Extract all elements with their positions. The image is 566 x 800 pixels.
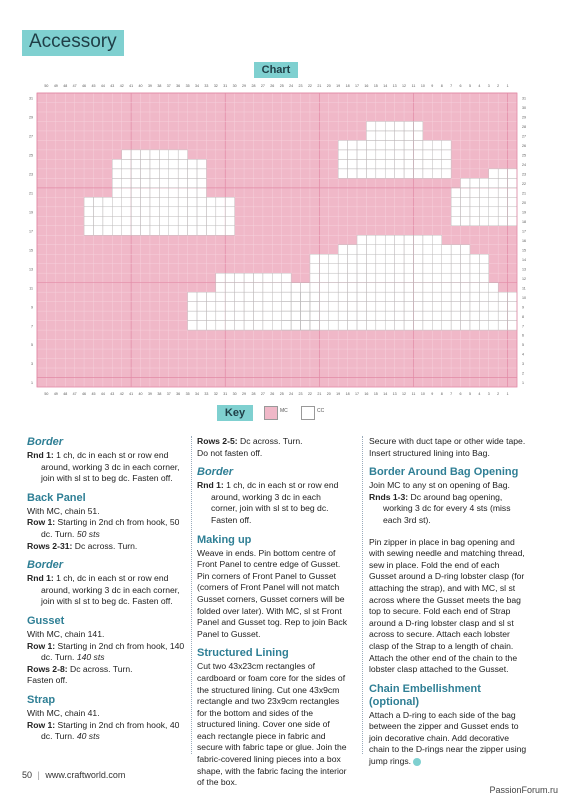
row-number-left: 1 bbox=[31, 381, 33, 386]
row-number-right: 31 bbox=[522, 96, 526, 101]
row-number-right: 28 bbox=[522, 125, 526, 130]
col-number-bottom: 28 bbox=[251, 392, 256, 396]
paragraph: Row 1: Starting in 2nd ch from hook, 50 dc. Turn. 50 sts bbox=[27, 517, 180, 539]
col-number-top: 36 bbox=[176, 84, 181, 88]
page-number: 50 bbox=[22, 770, 33, 780]
col-number-bottom: 29 bbox=[242, 392, 247, 396]
col-number-top: 9 bbox=[431, 84, 434, 88]
row-number-right: 2 bbox=[522, 371, 524, 376]
col-number-bottom: 37 bbox=[166, 392, 171, 396]
heading-strap: Strap bbox=[27, 693, 56, 706]
paragraph: Pin zipper in place in bag opening and with sewing needle and matching thread, sew in place. Fold the end of each Gusset around a D-ring lobster clasp (for attaching the strap), and with MC, sl st across where the Gusset meets the bag top to secure. Fold each end of Strap around a D-ring lobster clasp and sl st across to secure. Attach each lobster clasp of the Strap to a length of chain. Attach the other end of the chain to the lobster clasp attached to the Gusset. bbox=[369, 536, 525, 675]
col-number-bottom: 40 bbox=[138, 392, 143, 396]
page-footer: 50 | www.craftworld.com bbox=[22, 770, 126, 780]
cc-cell-block bbox=[282, 283, 498, 292]
col-number-top: 14 bbox=[383, 84, 388, 88]
col-number-bottom: 38 bbox=[157, 392, 162, 396]
heading-chain-embellishment: Chain Embellishment (optional) bbox=[369, 682, 481, 708]
col-number-top: 4 bbox=[478, 84, 481, 88]
col-number-top: 42 bbox=[119, 84, 124, 88]
key-mc-swatch bbox=[264, 406, 278, 420]
paragraph: Join MC to any st on opening of Bag. bbox=[369, 480, 510, 491]
col-number-bottom: 3 bbox=[487, 392, 490, 396]
row-number-right: 24 bbox=[522, 163, 526, 168]
row-number-right: 12 bbox=[522, 276, 526, 281]
cc-cell-block bbox=[451, 216, 517, 225]
row-number-right: 10 bbox=[522, 295, 526, 300]
cc-cell-block bbox=[310, 273, 489, 282]
col-number-bottom: 17 bbox=[355, 392, 359, 396]
row-number-right: 29 bbox=[522, 115, 526, 120]
col-number-bottom: 9 bbox=[431, 392, 434, 396]
col-number-top: 10 bbox=[420, 84, 425, 88]
col-number-bottom: 18 bbox=[345, 392, 350, 396]
row-number-left: 15 bbox=[29, 248, 33, 253]
row-number-right: 8 bbox=[522, 314, 524, 319]
col-number-bottom: 41 bbox=[129, 392, 134, 396]
row-number-right: 21 bbox=[522, 191, 526, 196]
site-url: www.craftworld.com bbox=[45, 770, 126, 780]
col-number-bottom: 27 bbox=[260, 392, 265, 396]
cc-cell-block bbox=[451, 207, 517, 216]
paragraph: With MC, chain 41. bbox=[27, 707, 100, 718]
cc-cell-block bbox=[451, 197, 517, 206]
col-number-bottom: 26 bbox=[270, 392, 275, 396]
key-label: Key bbox=[217, 405, 253, 421]
col-number-top: 24 bbox=[289, 84, 294, 88]
col-number-bottom: 10 bbox=[420, 392, 425, 396]
col-number-top: 46 bbox=[82, 84, 87, 88]
col-number-bottom: 12 bbox=[402, 392, 407, 396]
paragraph: Rnd 1: 1 ch, dc in each st or row end around, working 3 dc in each corner, join with sl st to beg dc. Fasten off. bbox=[27, 573, 180, 607]
cc-cell-block bbox=[489, 169, 517, 178]
cc-cell-block bbox=[310, 254, 489, 263]
paragraph: Row 1: Starting in 2nd ch from hook, 40 dc. Turn. 40 sts bbox=[27, 719, 180, 742]
paragraph: Weave in ends. Pin bottom centre of Front Panel to centre edge of Gusset. Pin corners of Front Panel to Gusset (corners of Front Panel will not match Gusset corners, Gusset corners will be folded over later). With MC, sl st Front Panel and Gusset tog. Rep to join Back Panel to Gusset. bbox=[197, 547, 348, 639]
col-number-top: 33 bbox=[204, 84, 209, 88]
col-number-top: 37 bbox=[166, 84, 171, 88]
key-cc-swatch bbox=[301, 406, 315, 420]
col-number-top: 44 bbox=[100, 84, 105, 88]
col-number-bottom: 6 bbox=[459, 392, 462, 396]
chart-label: Chart bbox=[254, 62, 298, 78]
col-number-top: 6 bbox=[459, 84, 462, 88]
paragraph: Rows 2-31: Dc across. Turn. bbox=[27, 540, 138, 551]
column-1 bbox=[27, 436, 185, 743]
column-divider bbox=[362, 436, 363, 754]
col-number-bottom: 23 bbox=[298, 392, 303, 396]
row-number-right: 27 bbox=[522, 134, 526, 139]
row-number-right: 17 bbox=[522, 229, 526, 234]
cc-cell-block bbox=[310, 264, 489, 273]
row-number-right: 25 bbox=[522, 153, 526, 158]
paragraph: With MC, chain 141. bbox=[27, 628, 105, 639]
col-number-top: 45 bbox=[91, 84, 96, 88]
col-number-bottom: 21 bbox=[317, 392, 322, 396]
end-mark-icon bbox=[413, 758, 421, 766]
cc-cell-block bbox=[122, 150, 188, 159]
paragraph: Rnds 1-3: Dc around bag opening, working 3 dc for every 4 sts (miss each 3rd st). bbox=[369, 491, 511, 525]
col-number-bottom: 44 bbox=[100, 392, 105, 396]
col-number-top: 50 bbox=[44, 84, 49, 88]
col-number-top: 22 bbox=[307, 84, 312, 88]
paragraph: With MC, chain 51. bbox=[27, 505, 100, 516]
key-mc-text: MC bbox=[280, 408, 288, 414]
col-number-top: 16 bbox=[364, 84, 369, 88]
col-number-top: 29 bbox=[242, 84, 247, 88]
row-number-left: 29 bbox=[29, 115, 33, 120]
col-number-top: 49 bbox=[53, 84, 58, 88]
row-number-left: 11 bbox=[29, 286, 33, 291]
heading-gusset: Gusset bbox=[27, 614, 65, 627]
col-number-bottom: 14 bbox=[383, 392, 388, 396]
paragraph: Attach a D-ring to each side of the bag between the zipper and Gusset ends to join decorative chain. Add decorative chain to the D-rings near the zipper using jump rings. bbox=[369, 709, 527, 767]
col-number-top: 17 bbox=[355, 84, 359, 88]
col-number-bottom: 30 bbox=[232, 392, 237, 396]
col-number-top: 1 bbox=[506, 84, 509, 88]
row-number-right: 23 bbox=[522, 172, 526, 177]
col-number-bottom: 24 bbox=[289, 392, 294, 396]
row-number-right: 22 bbox=[522, 181, 526, 186]
col-number-bottom: 33 bbox=[204, 392, 209, 396]
col-number-bottom: 2 bbox=[497, 392, 500, 396]
col-number-bottom: 35 bbox=[185, 392, 190, 396]
col-number-top: 11 bbox=[411, 84, 416, 88]
row-number-right: 26 bbox=[522, 144, 526, 149]
col-number-bottom: 34 bbox=[195, 392, 199, 396]
paragraph: Row 1: Starting in 2nd ch from hook, 140 dc. Turn. 140 sts bbox=[27, 640, 185, 663]
row-number-right: 16 bbox=[522, 238, 526, 243]
row-number-right: 5 bbox=[522, 343, 524, 348]
col-number-bottom: 5 bbox=[468, 392, 471, 396]
col-number-top: 30 bbox=[232, 84, 237, 88]
col-number-top: 47 bbox=[72, 84, 77, 88]
col-number-bottom: 43 bbox=[110, 392, 115, 396]
col-number-bottom: 47 bbox=[72, 392, 77, 396]
paragraph: Rnd 1: 1 ch, dc in each st or row end around, working 3 dc in each corner, join with sl st to beg dc. Fasten off. bbox=[197, 480, 339, 525]
col-number-bottom: 49 bbox=[53, 392, 58, 396]
row-number-left: 7 bbox=[31, 324, 33, 329]
row-number-right: 7 bbox=[522, 324, 524, 329]
col-number-bottom: 11 bbox=[411, 392, 416, 396]
col-number-top: 38 bbox=[157, 84, 162, 88]
col-number-top: 3 bbox=[487, 84, 490, 88]
row-number-right: 11 bbox=[522, 286, 526, 291]
col-number-top: 13 bbox=[392, 84, 397, 88]
section-title: Accessory bbox=[29, 31, 117, 52]
col-number-top: 39 bbox=[147, 84, 152, 88]
row-number-right: 13 bbox=[522, 267, 526, 272]
col-number-bottom: 32 bbox=[213, 392, 218, 396]
col-number-top: 27 bbox=[260, 84, 265, 88]
heading-border: Border bbox=[27, 559, 64, 572]
col-number-top: 48 bbox=[63, 84, 68, 88]
chart-background bbox=[37, 93, 517, 387]
col-number-top: 25 bbox=[279, 84, 284, 88]
row-number-left: 13 bbox=[29, 267, 33, 272]
row-number-right: 19 bbox=[522, 210, 526, 215]
row-number-right: 20 bbox=[522, 200, 526, 205]
cc-cell-block bbox=[357, 235, 442, 244]
col-number-top: 15 bbox=[373, 84, 378, 88]
column-3 bbox=[369, 436, 529, 768]
col-number-top: 34 bbox=[195, 84, 199, 88]
col-number-bottom: 46 bbox=[82, 392, 87, 396]
paragraph: Cut two 43x23cm rectangles of cardboard or foam core for the sides of the structured lining. Cut one 43x9cm rectangle and two 23x9cm rectangles for the bottom and sides of the structured lining. Cover one side of each rectangle piece in fabric and secure with fabric tape or glue. Join the fabric-covered lining pieces into a box shape, with the fabric facing the interior of the box. bbox=[197, 661, 347, 788]
row-number-left: 3 bbox=[31, 362, 33, 367]
col-number-top: 28 bbox=[251, 84, 256, 88]
col-number-top: 12 bbox=[402, 84, 407, 88]
row-number-left: 21 bbox=[29, 191, 33, 196]
col-number-bottom: 20 bbox=[326, 392, 331, 396]
paragraph: Do not fasten off. bbox=[197, 447, 263, 458]
col-number-bottom: 1 bbox=[506, 392, 509, 396]
row-number-left: 23 bbox=[29, 172, 33, 177]
col-number-bottom: 36 bbox=[176, 392, 181, 396]
row-number-left: 27 bbox=[29, 134, 33, 139]
paragraph: Rnd 1: 1 ch, dc in each st or row end around, working 3 dc in each corner, join with sl st to beg dc. Fasten off. bbox=[27, 450, 180, 484]
col-number-top: 31 bbox=[223, 84, 228, 88]
col-number-top: 32 bbox=[213, 84, 218, 88]
col-number-bottom: 15 bbox=[373, 392, 378, 396]
col-number-top: 43 bbox=[110, 84, 115, 88]
col-number-top: 18 bbox=[345, 84, 350, 88]
col-number-bottom: 16 bbox=[364, 392, 369, 396]
col-number-top: 7 bbox=[450, 84, 453, 88]
col-number-bottom: 22 bbox=[307, 392, 312, 396]
col-number-bottom: 50 bbox=[44, 392, 49, 396]
paragraph: Fasten off. bbox=[27, 675, 68, 686]
heading-border: Border bbox=[27, 436, 64, 448]
column-divider bbox=[191, 436, 192, 754]
col-number-top: 23 bbox=[298, 84, 303, 88]
heading-border-around-bag-opening: Border Around Bag Opening bbox=[369, 466, 519, 479]
col-number-top: 41 bbox=[129, 84, 134, 88]
col-number-bottom: 39 bbox=[147, 392, 152, 396]
col-number-top: 5 bbox=[468, 84, 471, 88]
row-number-right: 14 bbox=[522, 257, 526, 262]
col-number-bottom: 8 bbox=[440, 392, 443, 396]
row-number-right: 6 bbox=[522, 333, 524, 338]
heading-border: Border bbox=[197, 466, 234, 479]
paragraph: Rows 2-8: Dc across. Turn. bbox=[27, 663, 133, 674]
heading-making-up: Making up bbox=[197, 533, 252, 546]
row-number-right: 15 bbox=[522, 248, 526, 253]
row-number-left: 19 bbox=[29, 210, 33, 215]
row-number-right: 4 bbox=[522, 352, 524, 357]
col-number-bottom: 19 bbox=[336, 392, 341, 396]
col-number-bottom: 42 bbox=[119, 392, 124, 396]
paragraph: Rows 2-5: Dc across. Turn. bbox=[197, 436, 303, 446]
col-number-bottom: 48 bbox=[63, 392, 68, 396]
column-2 bbox=[197, 436, 347, 789]
row-number-left: 17 bbox=[29, 229, 33, 234]
paragraph: Secure with duct tape or other wide tape. Insert structured lining into Bag. bbox=[369, 436, 526, 458]
key-cc-text: CC bbox=[317, 408, 325, 414]
row-number-left: 25 bbox=[29, 153, 33, 158]
col-number-top: 2 bbox=[497, 84, 500, 88]
col-number-top: 40 bbox=[138, 84, 143, 88]
heading-back-panel: Back Panel bbox=[27, 491, 86, 504]
row-number-left: 9 bbox=[31, 305, 33, 310]
col-number-top: 19 bbox=[336, 84, 341, 88]
col-number-bottom: 7 bbox=[450, 392, 453, 396]
row-number-right: 3 bbox=[522, 362, 524, 367]
row-number-right: 30 bbox=[522, 106, 526, 111]
col-number-bottom: 13 bbox=[392, 392, 397, 396]
col-number-top: 26 bbox=[270, 84, 275, 88]
row-number-left: 31 bbox=[29, 96, 33, 101]
heading-structured-lining: Structured Lining bbox=[197, 647, 289, 660]
row-number-right: 18 bbox=[522, 219, 526, 224]
col-number-top: 20 bbox=[326, 84, 331, 88]
col-number-top: 8 bbox=[440, 84, 443, 88]
row-number-right: 9 bbox=[522, 305, 524, 310]
col-number-bottom: 4 bbox=[478, 392, 481, 396]
col-number-top: 21 bbox=[317, 84, 322, 88]
cc-cell-block bbox=[451, 188, 517, 197]
col-number-bottom: 45 bbox=[91, 392, 96, 396]
row-number-right: 1 bbox=[522, 381, 524, 386]
watermark: PassionForum.ru bbox=[489, 785, 558, 795]
col-number-top: 35 bbox=[185, 84, 190, 88]
col-number-bottom: 31 bbox=[223, 392, 228, 396]
col-number-bottom: 25 bbox=[279, 392, 284, 396]
row-number-left: 5 bbox=[31, 343, 33, 348]
